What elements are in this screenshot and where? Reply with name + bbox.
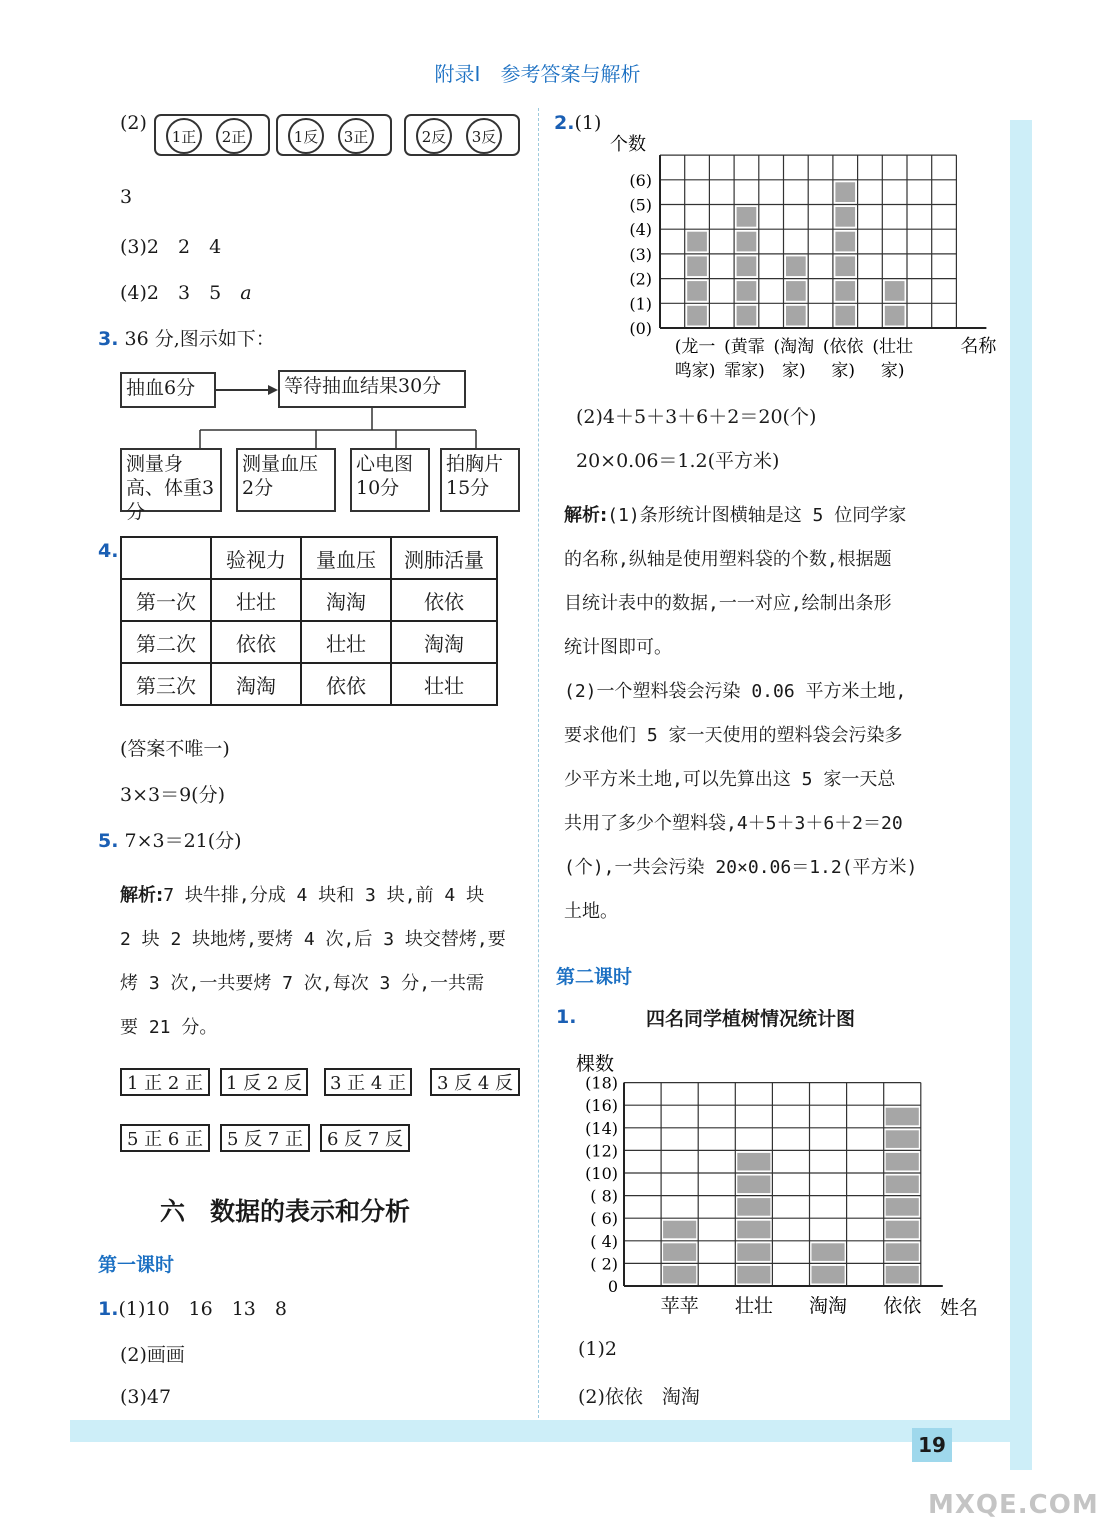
l1q1-a2: (2)画画: [120, 1344, 185, 1366]
q2-2-answer: 3: [120, 186, 133, 208]
r-explain-line: (个),一共会污染 20×0.06＝1.2(平方米): [564, 857, 918, 878]
q4-cell: 壮壮: [391, 663, 497, 705]
q4-number: 4.: [98, 540, 119, 562]
q4-cell: 壮壮: [211, 579, 301, 621]
q4-calc: 3×3＝9(分): [120, 784, 226, 806]
flow-task-height-weight: 测量身高、体重3分: [120, 448, 222, 512]
r-explain-line: 要求他们 5 家一天使用的塑料袋会污染多: [564, 725, 903, 746]
chart2-bar-cell: [886, 1153, 919, 1171]
chart2-bar-cell: [663, 1243, 696, 1261]
chart2-bar-cell: [886, 1108, 919, 1126]
chart1-ylabel: 个数: [610, 134, 646, 155]
r-q1-number: 1.: [556, 1006, 577, 1028]
chart2-bar-cell: [737, 1153, 770, 1171]
r-explain-line: 的名称,纵轴是使用塑料袋的个数,根据题: [564, 549, 892, 570]
chart2-bar-cell: [737, 1198, 770, 1216]
r-q2-2a: (2)4＋5＋3＋6＋2＝20(个): [576, 406, 817, 428]
coin-circle: 2反: [416, 118, 452, 154]
chart2-bar-cell: [886, 1221, 919, 1239]
r-a1: (1)2: [578, 1338, 618, 1360]
q5-explain-line: 烤 3 次,一共要烤 7 次,每次 3 分,一共需: [120, 973, 485, 994]
chart1-xtick: 鸣家): [674, 361, 716, 381]
q3-number: 3.: [98, 328, 119, 350]
chart2-bar-cell: [737, 1176, 770, 1194]
chart1-ytick: (5): [629, 195, 652, 215]
r-explain-line: 目统计表中的数据,一一对应,绘制出条形: [564, 593, 892, 614]
chart1-xtick: 家): [831, 361, 856, 381]
q5-text: 7×3＝21(分): [124, 830, 242, 852]
chart2-ytick: (12): [585, 1141, 618, 1161]
step-box: 5 反 7 正: [220, 1124, 310, 1152]
chart1-xtick: (壮壮: [872, 337, 913, 357]
q4-cell: 淘淘: [211, 663, 301, 705]
lesson2-heading: 第二课时: [556, 966, 633, 988]
l1q1-a1: 1.(1)10 16 13 8: [98, 1298, 287, 1320]
chart1-xtick: 霏家): [724, 361, 765, 381]
q4-cell: 淘淘: [301, 579, 391, 621]
chart2-ytick: (18): [585, 1073, 618, 1093]
chart2-ylabel: 棵数: [576, 1053, 615, 1075]
bottom-band: [70, 1420, 1030, 1442]
q4-cell: 第二次: [121, 621, 211, 663]
q4-header-cell: 验视力: [211, 537, 301, 579]
chart2-xtick: 壮壮: [734, 1295, 773, 1317]
coin-circle: 3正: [338, 118, 374, 154]
chart2-xlabel: 姓名: [940, 1297, 979, 1319]
q5-explain-line: 解析:7 块牛排,分成 4 块和 3 块,前 4 块: [120, 885, 485, 906]
coin-circle: 1正: [166, 118, 202, 154]
flow-wait-box: 等待抽血结果30分: [278, 370, 466, 408]
chart1-ytick: (6): [629, 170, 652, 190]
chapter-title: 六 数据的表示和分析: [160, 1197, 411, 1226]
q4-cell: 依依: [211, 621, 301, 663]
q4-header-cell: 量血压: [301, 537, 391, 579]
chart2-bar-cell: [737, 1266, 770, 1284]
l1q1-a3: (3)47: [120, 1386, 172, 1408]
chart2-xtick: 依依: [883, 1295, 922, 1317]
chart2-bar-cell: [886, 1176, 919, 1194]
watermark: MXQE.COM: [928, 1490, 1099, 1520]
chart1-xlabel: 名称: [960, 336, 997, 357]
chart2-bar-cell: [663, 1266, 696, 1284]
chart2-bar-cell: [737, 1221, 770, 1239]
r-explain-line: 解析:(1)条形统计图横轴是这 5 位同学家: [564, 505, 907, 526]
chart1-ytick: (2): [629, 269, 652, 289]
chart2-title: 四名同学植树情况统计图: [646, 1008, 856, 1030]
chart1-ytick: (0): [629, 319, 652, 338]
chart2-bar-cell: [886, 1198, 919, 1216]
q5-explain-line: 2 块 2 块地烤,要烤 4 次,后 3 块交替烤,要: [120, 929, 506, 950]
r-explain-line: 少平方米土地,可以先算出这 5 家一天总: [564, 769, 896, 790]
coin-circle: 3反: [466, 118, 502, 154]
chart2-ytick: ( 2): [590, 1254, 618, 1274]
chart1-xtick: (黄霏: [724, 337, 765, 357]
step-box: 1 正 2 正: [120, 1068, 210, 1096]
coin-circle: 2正: [216, 118, 252, 154]
chart1-xtick: (依依: [822, 337, 864, 357]
flow-task-xray: 拍胸片15分: [440, 448, 520, 512]
r-explain-line: (2)一个塑料袋会污染 0.06 平方米土地,: [564, 681, 907, 702]
q4-cell: 壮壮: [301, 621, 391, 663]
step-box: 3 正 4 正: [324, 1068, 412, 1096]
chart2-ytick: ( 4): [590, 1231, 618, 1251]
q3-text: 36 分,图示如下：: [124, 328, 275, 350]
q2-2-label: (2): [120, 112, 147, 134]
r-explain-line: 共用了多少个塑料袋,4＋5＋3＋6＋2＝20: [564, 813, 903, 834]
q4-header-cell: 测肺活量: [391, 537, 497, 579]
chart2-bar-cell: [886, 1266, 919, 1284]
q5-number: 5.: [98, 830, 119, 852]
chart1-xtick: (淘淘: [773, 337, 815, 357]
r-q2-number: 2.: [554, 112, 575, 134]
page-number: 19: [912, 1428, 952, 1462]
q2-4-values: (4)2 3 5: [120, 282, 222, 304]
r-q2-part: (1): [574, 112, 602, 134]
chart2-ytick: ( 8): [590, 1186, 618, 1206]
step-box: 1 反 2 反: [220, 1068, 308, 1096]
q4-cell: 第三次: [121, 663, 211, 705]
chart2-bar-cell: [812, 1266, 845, 1284]
step-box: 3 反 4 反: [430, 1068, 520, 1096]
q5-explain-label: 解析:: [120, 885, 164, 906]
coin-circle: 1反: [288, 118, 324, 154]
chart2-bar-cell: [737, 1243, 770, 1261]
r-explain-line: 土地。: [564, 901, 618, 922]
chart2-ytick: (10): [585, 1164, 618, 1183]
chart2-bar-cell: [812, 1243, 845, 1261]
chart1-ytick: (3): [629, 244, 652, 264]
l1q1-number: 1.: [98, 1298, 119, 1320]
chart2-bar-cell: [886, 1243, 919, 1261]
q4-cell: 依依: [301, 663, 391, 705]
q2-4-variable: a: [240, 282, 252, 304]
chart2-ytick: 0: [607, 1277, 618, 1296]
chart1-xtick: 家): [782, 361, 806, 381]
chart1-xtick: (龙一: [674, 337, 716, 357]
q5-explain-line: 要 21 分。: [120, 1017, 218, 1038]
chart2-ytick: ( 6): [590, 1209, 618, 1229]
q2-3-answer: (3)2 2 4: [120, 236, 222, 258]
chart2-ytick: (16): [585, 1096, 618, 1116]
q4-cell: 依依: [391, 579, 497, 621]
chart2-bar-cell: [886, 1130, 919, 1148]
q4-cell: 淘淘: [391, 621, 497, 663]
r-explain-label: 解析:: [564, 505, 608, 526]
r-explain-line: 统计图即可。: [564, 637, 672, 658]
flow-task-ecg: 心电图10分: [350, 448, 430, 512]
chart2-xtick: 苹苹: [660, 1295, 699, 1317]
step-box: 5 正 6 正: [120, 1124, 210, 1152]
chart2-xtick: 淘淘: [809, 1295, 848, 1317]
r-a2: (2)依依 淘淘: [578, 1386, 700, 1408]
chart1-ytick: (1): [629, 294, 652, 314]
lesson1-heading: 第一课时: [98, 1254, 175, 1276]
q4-cell: 第一次: [121, 579, 211, 621]
page-header: 附录Ⅰ 参考答案与解析: [434, 62, 641, 86]
chart1-ytick: (4): [629, 220, 652, 240]
q4-note: (答案不唯一): [120, 738, 230, 760]
chart2-bar-cell: [663, 1221, 696, 1239]
r-q2-2b: 20×0.06＝1.2(平方米): [576, 450, 780, 472]
chart1-xtick: 家): [880, 361, 905, 381]
chart2-ytick: (14): [585, 1118, 618, 1138]
flow-task-blood-pressure: 测量血压2分: [236, 448, 336, 512]
flow-start-box: 抽血6分: [120, 372, 216, 408]
step-box: 6 反 7 反: [320, 1124, 410, 1152]
